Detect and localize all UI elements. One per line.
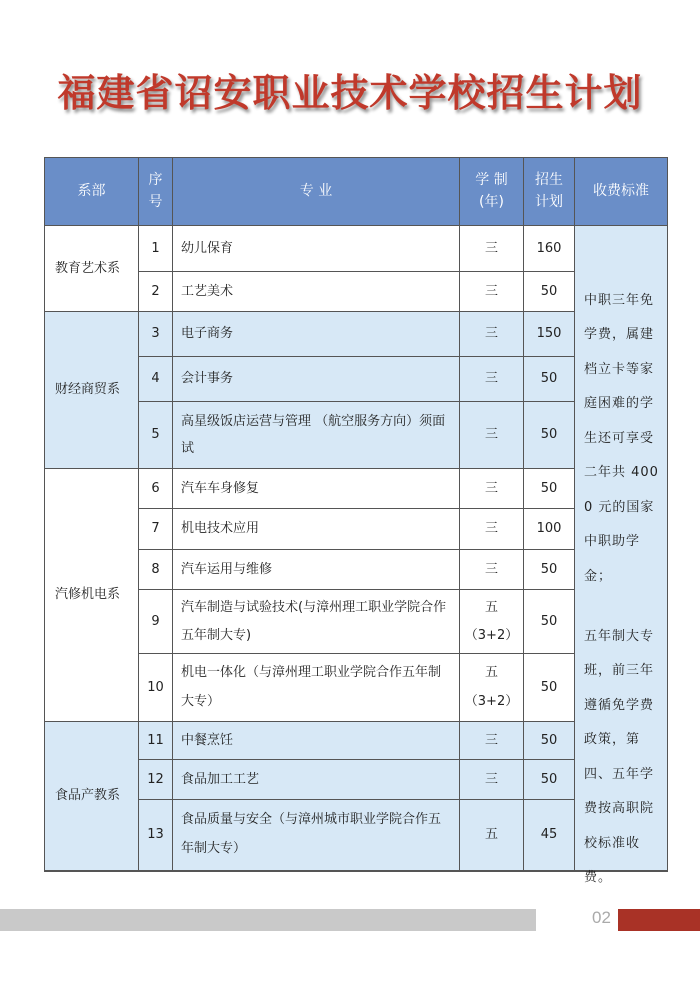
enrollment-plan-table <box>44 157 668 885</box>
row-plan: 50 <box>524 760 575 800</box>
page-title: 福建省诏安职业技术学校招生计划 <box>57 71 643 115</box>
header-seq-line2: 号 <box>148 193 163 210</box>
row-duration-note: （3+2） <box>464 693 519 709</box>
row-major: 工艺美术 <box>173 272 460 312</box>
dept-finance-commerce: 财经商贸系 <box>45 312 139 469</box>
dept-auto-mechatronics: 汽修机电系 <box>45 469 139 722</box>
row-major: 汽车车身修复 <box>173 469 460 509</box>
row-seq: 4 <box>139 357 173 402</box>
row-major: 机电一体化（与漳州理工职业学院合作五年制大专） <box>173 654 460 722</box>
row-duration: 三 <box>460 312 524 357</box>
row-seq: 13 <box>139 800 173 871</box>
footer-red-bar <box>618 909 700 931</box>
row-major: 电子商务 <box>173 312 460 357</box>
header-major: 专 业 <box>173 158 460 226</box>
row-duration: 三 <box>460 722 524 760</box>
header-fee: 收费标准 <box>575 158 667 226</box>
row-duration <box>460 590 524 654</box>
row-major: 机电技术应用 <box>173 509 460 550</box>
dept-food: 食品产教系 <box>45 722 139 871</box>
row-duration-value: 五 <box>484 664 498 680</box>
row-major: 中餐烹饪 <box>173 722 460 760</box>
row-major: 汽车制造与试验技术(与漳州理工职业学院合作五年制大专) <box>173 590 460 654</box>
row-seq: 11 <box>139 722 173 760</box>
header-duration-line2: (年) <box>479 193 504 210</box>
header-seq-line1: 序 <box>148 171 163 188</box>
row-seq: 3 <box>139 312 173 357</box>
row-duration-note: （3+2） <box>464 627 519 643</box>
row-duration-value: 五 <box>484 600 498 616</box>
row-major: 汽车运用与维修 <box>173 550 460 590</box>
row-duration: 三 <box>460 402 524 469</box>
row-major: 食品加工工艺 <box>173 760 460 800</box>
row-seq: 10 <box>139 654 173 722</box>
header-plan-line1: 招生 <box>535 171 563 188</box>
row-major: 幼儿保育 <box>173 226 460 272</box>
row-duration: 三 <box>460 550 524 590</box>
row-plan: 150 <box>524 312 575 357</box>
row-seq: 12 <box>139 760 173 800</box>
row-plan: 50 <box>524 402 575 469</box>
row-seq: 2 <box>139 272 173 312</box>
row-seq: 9 <box>139 590 173 654</box>
row-plan: 50 <box>524 654 575 722</box>
header-duration-line1: 学 制 <box>475 171 508 188</box>
row-duration: 三 <box>460 469 524 509</box>
row-duration: 三 <box>460 226 524 272</box>
row-seq: 1 <box>139 226 173 272</box>
row-duration: 三 <box>460 357 524 402</box>
footer-gray-bar <box>0 909 536 931</box>
row-major: 高星级饭店运营与管理 （航空服务方向）须面试 <box>173 402 460 469</box>
row-plan: 160 <box>524 226 575 272</box>
row-seq: 6 <box>139 469 173 509</box>
fee-standard <box>575 226 667 885</box>
page-number: 02 <box>592 908 611 927</box>
dept-education-arts: 教育艺术系 <box>45 226 139 312</box>
row-plan: 50 <box>524 722 575 760</box>
header-duration <box>460 158 524 226</box>
row-plan: 50 <box>524 272 575 312</box>
row-duration: 五 <box>460 800 524 871</box>
row-plan: 50 <box>524 469 575 509</box>
row-major: 食品质量与安全（与漳州城市职业学院合作五年制大专） <box>173 800 460 871</box>
header-dept: 系部 <box>45 158 139 226</box>
row-duration: 三 <box>460 272 524 312</box>
row-plan: 50 <box>524 357 575 402</box>
row-seq: 7 <box>139 509 173 550</box>
row-duration: 三 <box>460 509 524 550</box>
row-plan: 100 <box>524 509 575 550</box>
row-plan: 50 <box>524 590 575 654</box>
row-duration: 三 <box>460 760 524 800</box>
fee-text-three-year: 中职三年免学费，属建档立卡等家庭困难的学生还可享受二年共 4000 元的国家中职助学金； <box>584 293 659 584</box>
header-plan <box>524 158 575 226</box>
fee-text-five-year: 五年制大专班，前三年遵循免学费政策，第四、五年学费按高职院校标准收费。 <box>584 628 655 885</box>
header-plan-line2: 计划 <box>535 193 563 210</box>
row-plan: 45 <box>524 800 575 871</box>
row-seq: 8 <box>139 550 173 590</box>
row-major: 会计事务 <box>173 357 460 402</box>
row-plan: 50 <box>524 550 575 590</box>
header-seq <box>139 158 173 226</box>
row-seq: 5 <box>139 402 173 469</box>
fee-spacer <box>584 594 661 620</box>
row-duration <box>460 654 524 722</box>
